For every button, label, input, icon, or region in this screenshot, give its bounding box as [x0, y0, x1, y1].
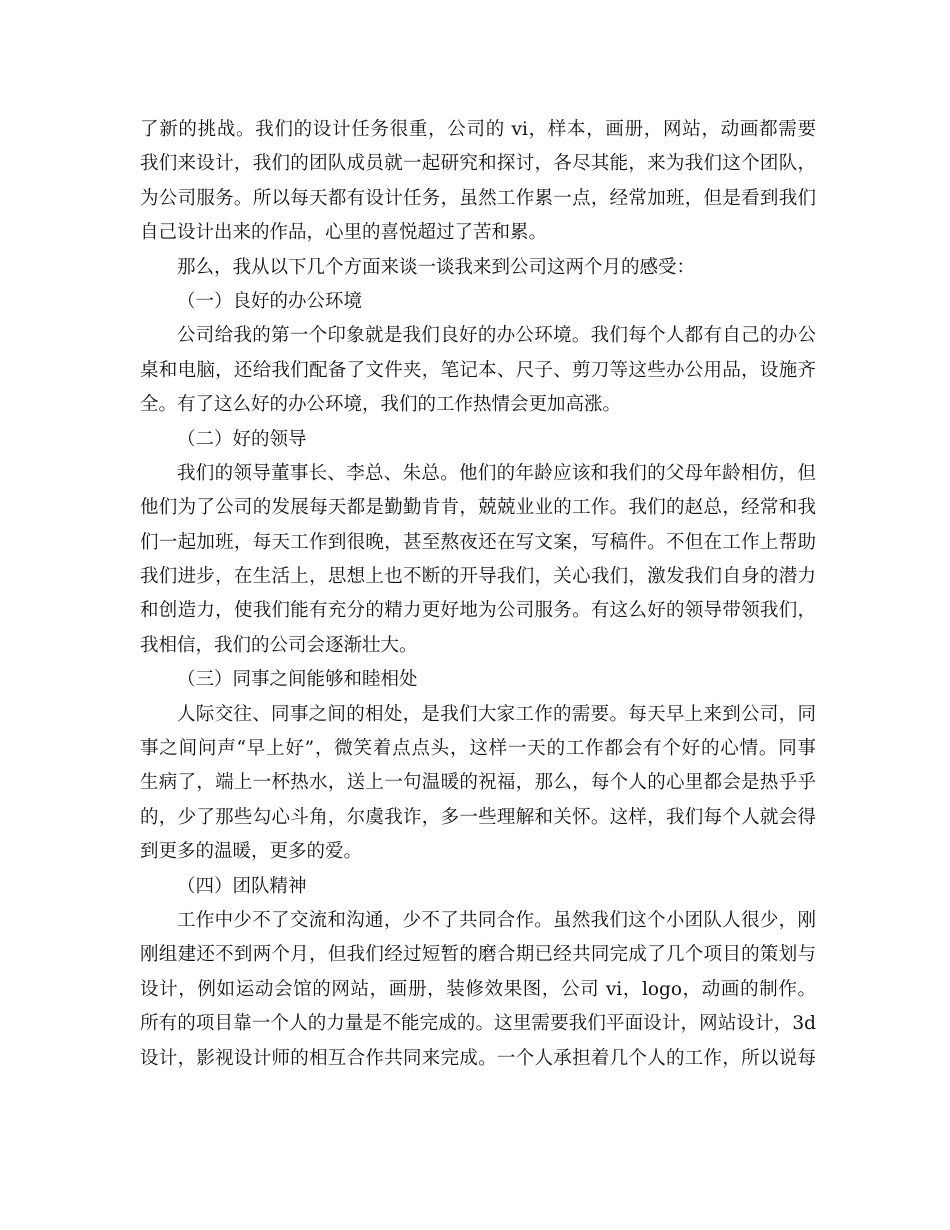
document-body — [140, 113, 816, 1076]
text-line: 的，少了那些勾心斗角，尔虞我诈，多一些理解和关怀。这样，我们每个人就会得 — [140, 806, 816, 828]
text-line: 人际交往、同事之间的相处，是我们大家工作的需要。每天早上来到公司，同 — [177, 703, 816, 725]
text-line: 工作中少不了交流和沟通，少不了共同合作。虽然我们这个小团队人很少，刚 — [177, 909, 816, 931]
text-line: 桌和电脑，还给我们配备了文件夹，笔记本、尺子、剪刀等这些办公用品，设施齐 — [140, 359, 816, 381]
text-line: 自己设计出来的作品，心里的喜悦超过了苦和累。 — [140, 222, 548, 244]
section-heading: （二）好的领导 — [177, 428, 307, 450]
text-line: 和创造力，使我们能有充分的精力更好地为公司服务。有这么好的领导带领我们， — [140, 600, 816, 622]
text-line: 为公司服务。所以每天都有设计任务，虽然工作累一点，经常加班，但是看到我们 — [140, 187, 816, 209]
text-line: 公司给我的第一个印象就是我们良好的办公环境。我们每个人都有自己的办公 — [177, 325, 816, 347]
section-heading: （一）良好的办公环境 — [177, 290, 363, 312]
text-line: 我们的领导董事长、李总、朱总。他们的年龄应该和我们的父母年龄相仿，但 — [177, 462, 816, 484]
text-line: 那么，我从以下几个方面来谈一谈我来到公司这两个月的感受： — [177, 256, 696, 278]
section-heading: （三）同事之间能够和睦相处 — [177, 669, 418, 691]
section-heading: （四）团队精神 — [177, 875, 307, 897]
text-line: 全。有了这么好的办公环境，我们的工作热情会更加高涨。 — [140, 394, 622, 416]
text-line: 到更多的温暖，更多的爱。 — [140, 841, 363, 863]
text-line: 设计，例如运动会馆的网站，画册，装修效果图，公司 vi，logo，动画的制作。 — [140, 978, 816, 1000]
text-line: 们一起加班，每天工作到很晚，甚至熬夜还在写文案，写稿件。不但在工作上帮助 — [140, 531, 816, 553]
text-line: 了新的挑战。我们的设计任务很重，公司的 vi，样本，画册，网站，动画都需要 — [140, 119, 816, 140]
text-line: 我们进步，在生活上，思想上也不断的开导我们，关心我们，激发我们自身的潜力 — [140, 566, 816, 588]
text-line: 生病了，端上一杯热水，送上一句温暖的祝福，那么，每个人的心里都会是热乎乎 — [140, 772, 816, 794]
text-line: 我相信，我们的公司会逐渐壮大。 — [140, 634, 418, 656]
text-line: 我们来设计，我们的团队成员就一起研究和探讨，各尽其能，来为我们这个团队， — [140, 153, 816, 175]
text-line: 所有的项目靠一个人的力量是不能完成的。这里需要我们平面设计，网站设计，3d — [140, 1013, 816, 1035]
text-line: 设计，影视设计师的相互合作共同来完成。一个人承担着几个人的工作，所以说每 — [140, 1047, 816, 1069]
text-line: 事之间问声“早上好”，微笑着点点头，这样一天的工作都会有个好的心情。同事 — [140, 738, 816, 760]
text-line: 刚组建还不到两个月，但我们经过短暂的磨合期已经共同完成了几个项目的策划与 — [140, 944, 816, 966]
text-line: 他们为了公司的发展每天都是勤勤肯肯，兢兢业业的工作。我们的赵总，经常和我 — [140, 497, 816, 519]
